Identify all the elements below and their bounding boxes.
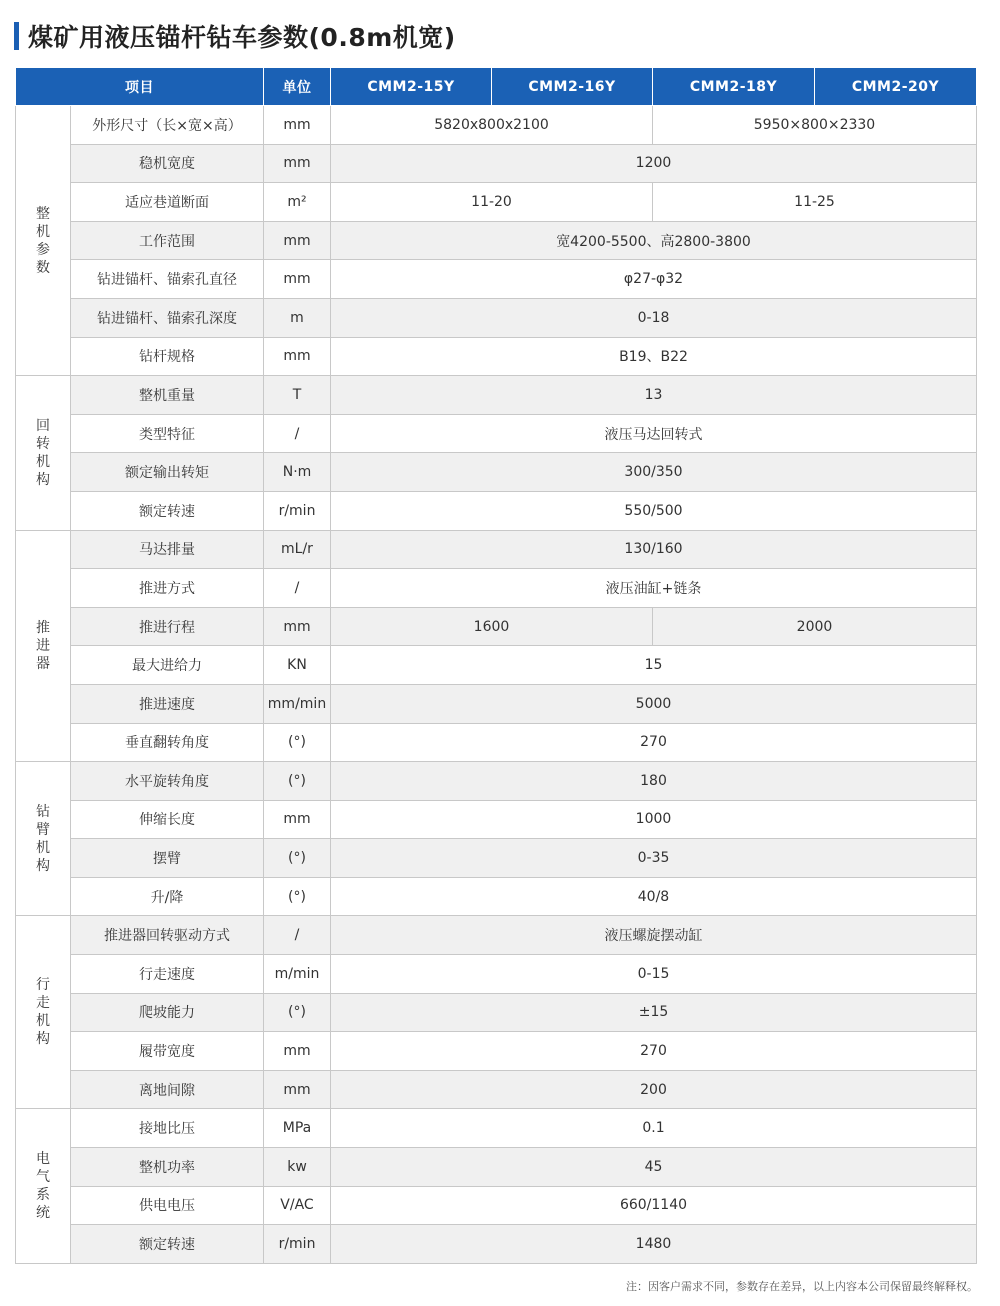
item-cell: 伸缩长度	[71, 800, 264, 839]
page-title: 煤矿用液压锚杆钻车参数(0.8m机宽)	[28, 23, 456, 52]
unit-cell: r/min	[264, 1225, 331, 1264]
value-cell: 1000	[331, 800, 977, 839]
table-row	[16, 1186, 977, 1225]
table-row	[16, 916, 977, 955]
table-row	[16, 1070, 977, 1109]
item-cell: 摆臂	[71, 839, 264, 878]
group-label: 整机参数	[36, 205, 50, 276]
value-cell: ±15	[331, 993, 977, 1032]
item-cell: 推进行程	[71, 607, 264, 646]
value-cell: 45	[331, 1148, 977, 1187]
unit-cell: mm	[264, 260, 331, 299]
unit-cell: (°)	[264, 877, 331, 916]
group-label: 钻臂机构	[36, 803, 50, 874]
item-cell: 升/降	[71, 877, 264, 916]
value-cell: 宽4200-5500、高2800-3800	[331, 221, 977, 260]
item-cell: 离地间隙	[71, 1070, 264, 1109]
group-label: 行走机构	[36, 977, 50, 1048]
header-model-4: CMM2-20Y	[815, 68, 977, 106]
unit-cell: /	[264, 414, 331, 453]
header-model-3: CMM2-18Y	[653, 68, 815, 106]
item-cell: 供电电压	[71, 1186, 264, 1225]
value-cell: 1200	[331, 144, 977, 183]
unit-cell: MPa	[264, 1109, 331, 1148]
table-row	[16, 491, 977, 530]
unit-cell: (°)	[264, 839, 331, 878]
group-cell	[16, 530, 71, 762]
table-row	[16, 993, 977, 1032]
unit-cell: (°)	[264, 723, 331, 762]
table-row	[16, 298, 977, 337]
value-cell: 5820x800x2100	[331, 106, 653, 145]
table-row	[16, 106, 977, 145]
item-cell: 推进器回转驱动方式	[71, 916, 264, 955]
value-cell: 270	[331, 1032, 977, 1071]
item-cell: 额定转速	[71, 491, 264, 530]
title-accent-bar	[14, 22, 19, 50]
spec-table	[15, 67, 977, 1264]
item-cell: 钻进锚杆、锚索孔直径	[71, 260, 264, 299]
group-cell	[16, 106, 71, 376]
table-row	[16, 646, 977, 685]
value-cell: 660/1140	[331, 1186, 977, 1225]
unit-cell: m	[264, 298, 331, 337]
unit-cell: mL/r	[264, 530, 331, 569]
unit-cell: m²	[264, 183, 331, 222]
unit-cell: mm	[264, 1070, 331, 1109]
value-cell: 0-15	[331, 955, 977, 994]
table-row	[16, 762, 977, 801]
unit-cell: mm	[264, 221, 331, 260]
table-row	[16, 877, 977, 916]
unit-cell: mm	[264, 607, 331, 646]
item-cell: 钻进锚杆、锚索孔深度	[71, 298, 264, 337]
value-cell: 300/350	[331, 453, 977, 492]
unit-cell: /	[264, 916, 331, 955]
item-cell: 最大进给力	[71, 646, 264, 685]
value-cell: 0-35	[331, 839, 977, 878]
table-row	[16, 1032, 977, 1071]
table-row	[16, 839, 977, 878]
unit-cell: T	[264, 376, 331, 415]
table-row	[16, 607, 977, 646]
value-cell: 1480	[331, 1225, 977, 1264]
item-cell: 接地比压	[71, 1109, 264, 1148]
unit-cell: m/min	[264, 955, 331, 994]
group-cell	[16, 376, 71, 530]
item-cell: 额定转速	[71, 1225, 264, 1264]
group-label: 推进器	[36, 619, 50, 672]
item-cell: 马达排量	[71, 530, 264, 569]
value-cell: B19、B22	[331, 337, 977, 376]
item-cell: 推进方式	[71, 569, 264, 608]
unit-cell: (°)	[264, 762, 331, 801]
value-cell: 2000	[653, 607, 977, 646]
value-cell: 0-18	[331, 298, 977, 337]
table-row	[16, 684, 977, 723]
value-cell: 550/500	[331, 491, 977, 530]
table-row	[16, 569, 977, 608]
item-cell: 行走速度	[71, 955, 264, 994]
value-cell: 180	[331, 762, 977, 801]
value-cell: 5950×800×2330	[653, 106, 977, 145]
item-cell: 履带宽度	[71, 1032, 264, 1071]
item-cell: 推进速度	[71, 684, 264, 723]
header-item: 项目	[16, 68, 264, 106]
unit-cell: mm	[264, 1032, 331, 1071]
item-cell: 垂直翻转角度	[71, 723, 264, 762]
table-row	[16, 955, 977, 994]
group-cell	[16, 1109, 71, 1263]
value-cell: 13	[331, 376, 977, 415]
header-model-2: CMM2-16Y	[492, 68, 653, 106]
unit-cell: r/min	[264, 491, 331, 530]
table-row	[16, 723, 977, 762]
header-model-1: CMM2-15Y	[331, 68, 492, 106]
spec-body	[16, 106, 977, 1264]
value-cell: 液压油缸+链条	[331, 569, 977, 608]
value-cell: 11-20	[331, 183, 653, 222]
item-cell: 外形尺寸（长×宽×高）	[71, 106, 264, 145]
unit-cell: mm	[264, 800, 331, 839]
table-row	[16, 1109, 977, 1148]
value-cell: 200	[331, 1070, 977, 1109]
item-cell: 整机重量	[71, 376, 264, 415]
table-row	[16, 453, 977, 492]
table-row	[16, 414, 977, 453]
unit-cell: V/AC	[264, 1186, 331, 1225]
item-cell: 适应巷道断面	[71, 183, 264, 222]
unit-cell: N·m	[264, 453, 331, 492]
value-cell: 1600	[331, 607, 653, 646]
table-row	[16, 800, 977, 839]
item-cell: 整机功率	[71, 1148, 264, 1187]
item-cell: 类型特征	[71, 414, 264, 453]
group-cell	[16, 916, 71, 1109]
value-cell: 液压马达回转式	[331, 414, 977, 453]
footnote: 注：因客户需求不同，参数存在差异，以上内容本公司保留最终解释权。	[626, 1280, 978, 1293]
value-cell: 40/8	[331, 877, 977, 916]
value-cell: 130/160	[331, 530, 977, 569]
group-label: 电气系统	[36, 1151, 50, 1222]
unit-cell: mm	[264, 337, 331, 376]
header-unit: 单位	[264, 68, 331, 106]
table-row	[16, 260, 977, 299]
value-cell: 270	[331, 723, 977, 762]
item-cell: 额定输出转矩	[71, 453, 264, 492]
item-cell: 水平旋转角度	[71, 762, 264, 801]
table-row	[16, 183, 977, 222]
table-row	[16, 376, 977, 415]
unit-cell: /	[264, 569, 331, 608]
group-cell	[16, 762, 71, 916]
value-cell: 5000	[331, 684, 977, 723]
table-header-row	[16, 68, 977, 106]
unit-cell: mm	[264, 106, 331, 145]
table-row	[16, 530, 977, 569]
unit-cell: mm	[264, 144, 331, 183]
unit-cell: mm/min	[264, 684, 331, 723]
table-row	[16, 337, 977, 376]
item-cell: 工作范围	[71, 221, 264, 260]
value-cell: 11-25	[653, 183, 977, 222]
table-row	[16, 221, 977, 260]
table-row	[16, 1148, 977, 1187]
unit-cell: (°)	[264, 993, 331, 1032]
value-cell: 0.1	[331, 1109, 977, 1148]
unit-cell: KN	[264, 646, 331, 685]
table-row	[16, 144, 977, 183]
item-cell: 钻杆规格	[71, 337, 264, 376]
unit-cell: kw	[264, 1148, 331, 1187]
group-label: 回转机构	[36, 417, 50, 488]
item-cell: 爬坡能力	[71, 993, 264, 1032]
item-cell: 稳机宽度	[71, 144, 264, 183]
value-cell: 15	[331, 646, 977, 685]
value-cell: 液压螺旋摆动缸	[331, 916, 977, 955]
table-row	[16, 1225, 977, 1264]
value-cell: φ27-φ32	[331, 260, 977, 299]
